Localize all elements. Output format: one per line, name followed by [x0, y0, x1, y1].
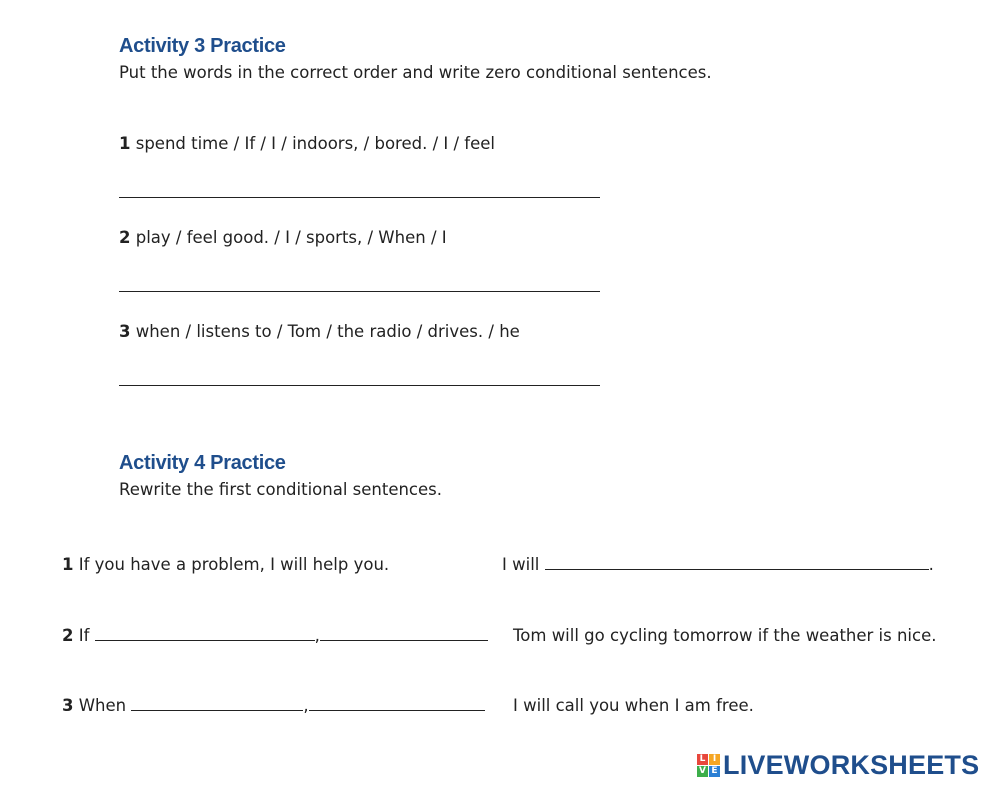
- activity-3-item-2: [119, 228, 447, 247]
- logo-letter-e: E: [709, 766, 720, 777]
- activity-4-item-2-sentence: Tom will go cycling tomorrow if the weather is nice.: [513, 626, 937, 645]
- activity-4-item-2-answer: [62, 626, 488, 645]
- answer-line-3-2[interactable]: [119, 291, 600, 292]
- liveworksheets-logo[interactable]: [697, 750, 979, 780]
- answer-prefix: When: [78, 696, 127, 715]
- activity-3-item-1: [119, 134, 495, 153]
- activity-4-item-1-sentence: [62, 555, 389, 574]
- answer-comma: ,: [303, 696, 309, 715]
- logo-letter-v: V: [697, 766, 708, 777]
- activity-4-item-3-sentence: I will call you when I am free.: [513, 696, 754, 715]
- activity-4-item-1-answer: [502, 555, 934, 574]
- logo-letter-l: L: [697, 754, 708, 765]
- item-sentence: If you have a problem, I will help you.: [78, 555, 390, 574]
- answer-period: .: [928, 555, 934, 574]
- answer-blank-4-3b[interactable]: [309, 696, 485, 711]
- answer-blank-4-3a[interactable]: [131, 696, 303, 711]
- answer-comma: ,: [314, 626, 320, 645]
- answer-prefix: If: [78, 626, 90, 645]
- logo-letter-i: I: [709, 754, 720, 765]
- answer-line-3-1[interactable]: [119, 197, 600, 198]
- activity-3-item-3: [119, 322, 520, 341]
- activity-4-instruction: Rewrite the first conditional sentences.: [119, 480, 442, 499]
- answer-blank-4-1[interactable]: [545, 555, 929, 570]
- logo-text: LIVEWORKSHEETS: [723, 749, 980, 780]
- item-prompt: spend time / If / I / indoors, / bored. / I / feel: [135, 134, 495, 153]
- item-number: 2: [62, 626, 74, 645]
- answer-blank-4-2a[interactable]: [95, 626, 315, 641]
- item-prompt: play / feel good. / I / sports, / When / I: [135, 228, 447, 247]
- item-number: 1: [119, 134, 131, 153]
- activity-3-heading: Activity 3 Practice: [119, 35, 286, 57]
- activity-4-heading: Activity 4 Practice: [119, 452, 286, 474]
- item-number: 3: [119, 322, 131, 341]
- activity-3-instruction: Put the words in the correct order and write zero conditional sentences.: [119, 63, 712, 82]
- answer-blank-4-2b[interactable]: [320, 626, 488, 641]
- answer-line-3-3[interactable]: [119, 385, 600, 386]
- item-number: 1: [62, 555, 74, 574]
- item-number: 2: [119, 228, 131, 247]
- activity-4-item-3-answer: [62, 696, 485, 715]
- item-number: 3: [62, 696, 74, 715]
- item-prompt: when / listens to / Tom / the radio / drives. / he: [135, 322, 520, 341]
- answer-prefix: I will: [502, 555, 540, 574]
- logo-icon: [697, 754, 720, 777]
